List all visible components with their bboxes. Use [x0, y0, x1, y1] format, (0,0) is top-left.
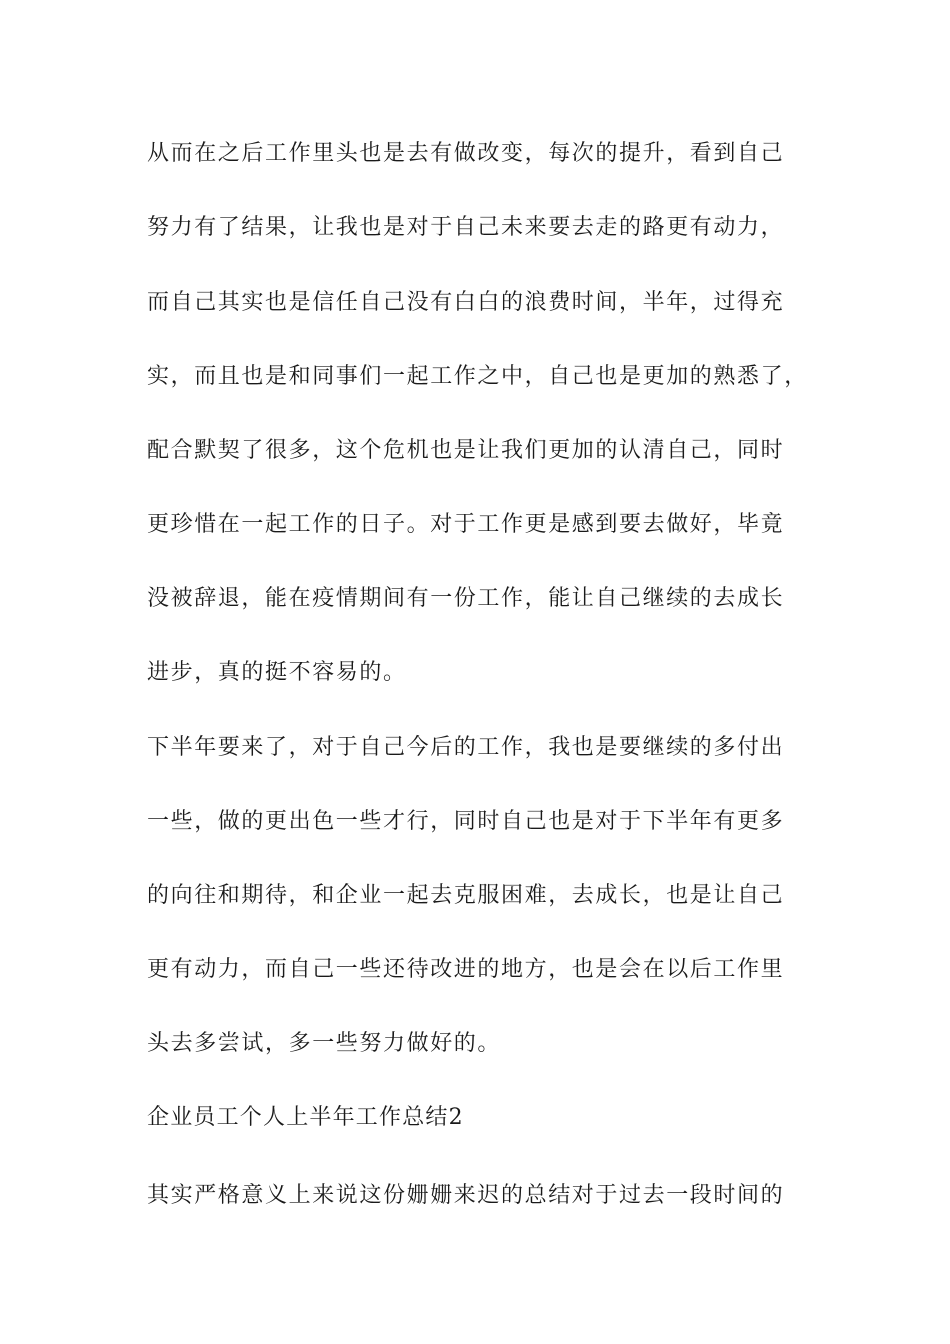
paragraph-line: 一些，做的更出色一些才行，同时自己也是对于下半年有更多	[147, 809, 785, 834]
paragraph-line: 更有动力，而自己一些还待改进的地方，也是会在以后工作里	[147, 957, 785, 982]
paragraph-line: 进步，真的挺不容易的。	[147, 660, 407, 685]
paragraph-line: 下半年要来了，对于自己今后的工作，我也是要继续的多付出	[147, 735, 785, 760]
paragraph-line: 的向往和期待，和企业一起去克服困难，去成长，也是让自己	[147, 883, 785, 908]
section-heading: 企业员工个人上半年工作总结2	[147, 1105, 464, 1130]
paragraph-line: 更珍惜在一起工作的日子。对于工作更是感到要去做好，毕竟	[147, 512, 785, 537]
paragraph-line: 配合默契了很多，这个危机也是让我们更加的认清自己，同时	[147, 438, 785, 463]
paragraph-line: 而自己其实也是信任自己没有白白的浪费时间，半年，过得充	[147, 290, 785, 315]
paragraph-line: 从而在之后工作里头也是去有做改变，每次的提升，看到自己	[147, 141, 785, 166]
paragraph-line: 头去多尝试，多一些努力做好的。	[147, 1031, 502, 1056]
paragraph-line: 努力有了结果，让我也是对于自己未来要去走的路更有动力，	[147, 215, 785, 240]
paragraph-line: 实，而且也是和同事们一起工作之中，自己也是更加的熟悉了，	[147, 364, 808, 389]
paragraph-line: 没被辞退，能在疫情期间有一份工作，能让自己继续的去成长	[147, 586, 785, 611]
paragraph-line: 其实严格意义上来说这份姗姗来迟的总结对于过去一段时间的	[147, 1183, 785, 1208]
